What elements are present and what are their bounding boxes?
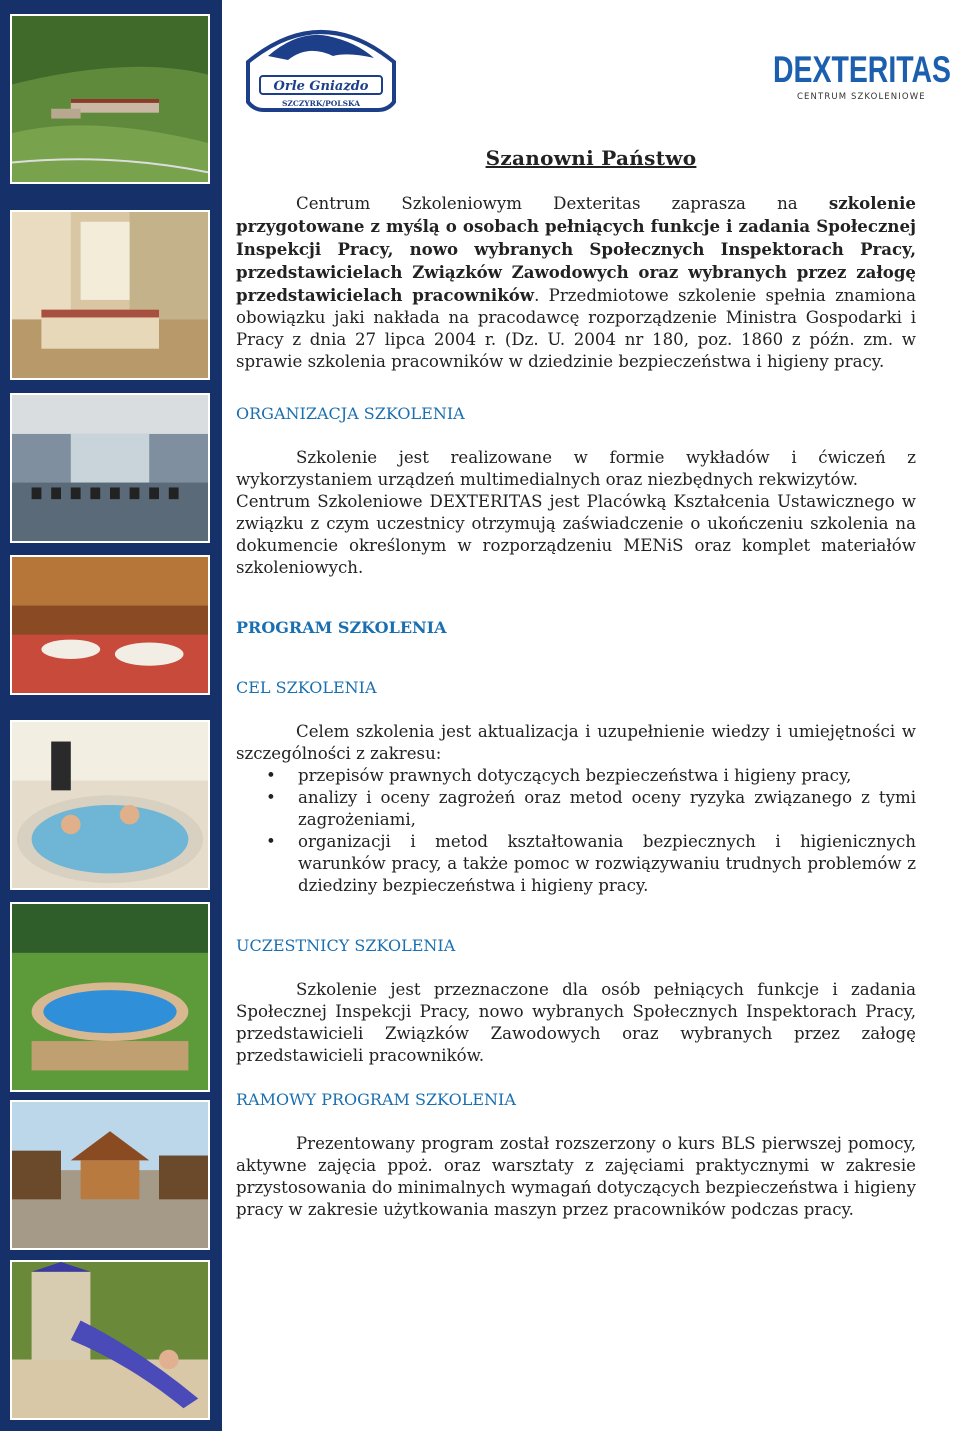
organizacja-p2: Centrum Szkoleniowe DEXTERITAS jest Placówką Kształcenia Ustawicznego w związku z czym uczestnicy otrzymują zaświadczenie o ukończeniu szkolenia na dokumencie określonym w rozporządzeniu MENiS oraz komplet materiałów szkoleniowych. [236,492,916,577]
photo-hotel-room [10,210,210,380]
photo-playground [10,1260,210,1420]
photo-hotel-aerial [10,14,210,184]
photo-gazebo [10,1100,210,1250]
orle-gniazdo-logo-location: SZCZYRK/POLSKA [281,99,361,108]
orle-gniazdo-logo [238,22,404,120]
heading-cel: CEL SZKOLENIA [236,678,377,697]
page-title: Szanowni Państwo [485,146,697,170]
list-item: • organizacji i metod kształtowania bezpiecznych i higienicznych warunków pracy, a także pomoc w rozwiązywaniu trudnych problemów z dziedziny bezpieczeństwa i higieny pracy. [236,831,916,897]
photo-jacuzzi [10,720,210,890]
intro-rest: . Przedmiotowe szkolenie spełnia znamiona obowiązku jaki nakłada na pracodawcę rozporządzenie Ministra Gospodarki i Pracy z dnia 27 lipca 2004 r. (Dz. U. 2004 nr 180, poz. 1860 z późn. zm. w sprawie szkolenia pracowników w dziedzinie bezpieczeństwa i higieny pracy. [236,286,917,371]
photo-sidebar [0,0,222,1431]
heading-program: PROGRAM SZKOLENIA [236,618,447,637]
intro-lead: Centrum Szkoleniowym Dexteritas zaprasza na [296,194,829,213]
list-item: • analizy i oceny zagrożeń oraz metod oceny ryzyka związanego z tymi zagrożeniami, [236,787,916,831]
ramowy-text: Prezentowany program został rozszerzony o kurs BLS pierwszej pomocy, aktywne zajęcia ppoż. oraz warsztaty z zajęciami praktycznymi w zakresie przystosowania do minimalnych wymagań dotyczących bezpieczeństwa i higieny pracy w zakresie użytkowania maszyn przez pracowników podczas pracy. [236,1134,916,1219]
dexteritas-logo [772,44,952,106]
cel-intro: Celem szkolenia jest aktualizacja i uzupełnienie wiedzy i umiejętności w szczególności z zakresu: [236,722,916,763]
photo-swimming-pool [10,902,210,1092]
list-item: • przepisów prawnych dotyczących bezpieczeństwa i higieny pracy, [236,765,916,787]
heading-uczestnicy: UCZESTNICY SZKOLENIA [236,936,456,955]
document-body [236,192,916,1221]
intro-paragraph [236,192,916,373]
uczestnicy-text: Szkolenie jest przeznaczone dla osób pełniących funkcje i zadania Społecznej Inspekcji Pracy, nowo wybranych Społecznych Inspektorach Pracy, przedstawicieli Związków Zawodowych oraz wybranych przez załogę przedstawicieli pracowników. [236,980,916,1065]
photo-restaurant [10,555,210,695]
intro-bold: szkolenie przygotowane z myślą o osobach pełniących funkcje i zadania Społecznej Inspekcji Pracy, nowo wybranych Społecznych Inspektorach Pracy, przedstawicielach Związków Zawodowych oraz wybranych przez załogę przedstawicielach pracowników [236,193,916,305]
organizacja-p1: Szkolenie jest realizowane w formie wykładów i ćwiczeń z wykorzystaniem urządzeń multimedialnych oraz niezbędnych rekwizytów. [236,448,916,489]
dexteritas-logo-text: DEXTERITAS [773,49,951,90]
orle-gniazdo-logo-text: Orle Gniazdo [273,79,369,94]
heading-ramowy: RAMOWY PROGRAM SZKOLENIA [236,1090,516,1109]
dexteritas-logo-subtitle: CENTRUM SZKOLENIOWE [797,92,927,102]
cel-list [236,765,916,897]
photo-conference-room [10,393,210,543]
heading-organizacja: ORGANIZACJA SZKOLENIA [236,404,465,423]
